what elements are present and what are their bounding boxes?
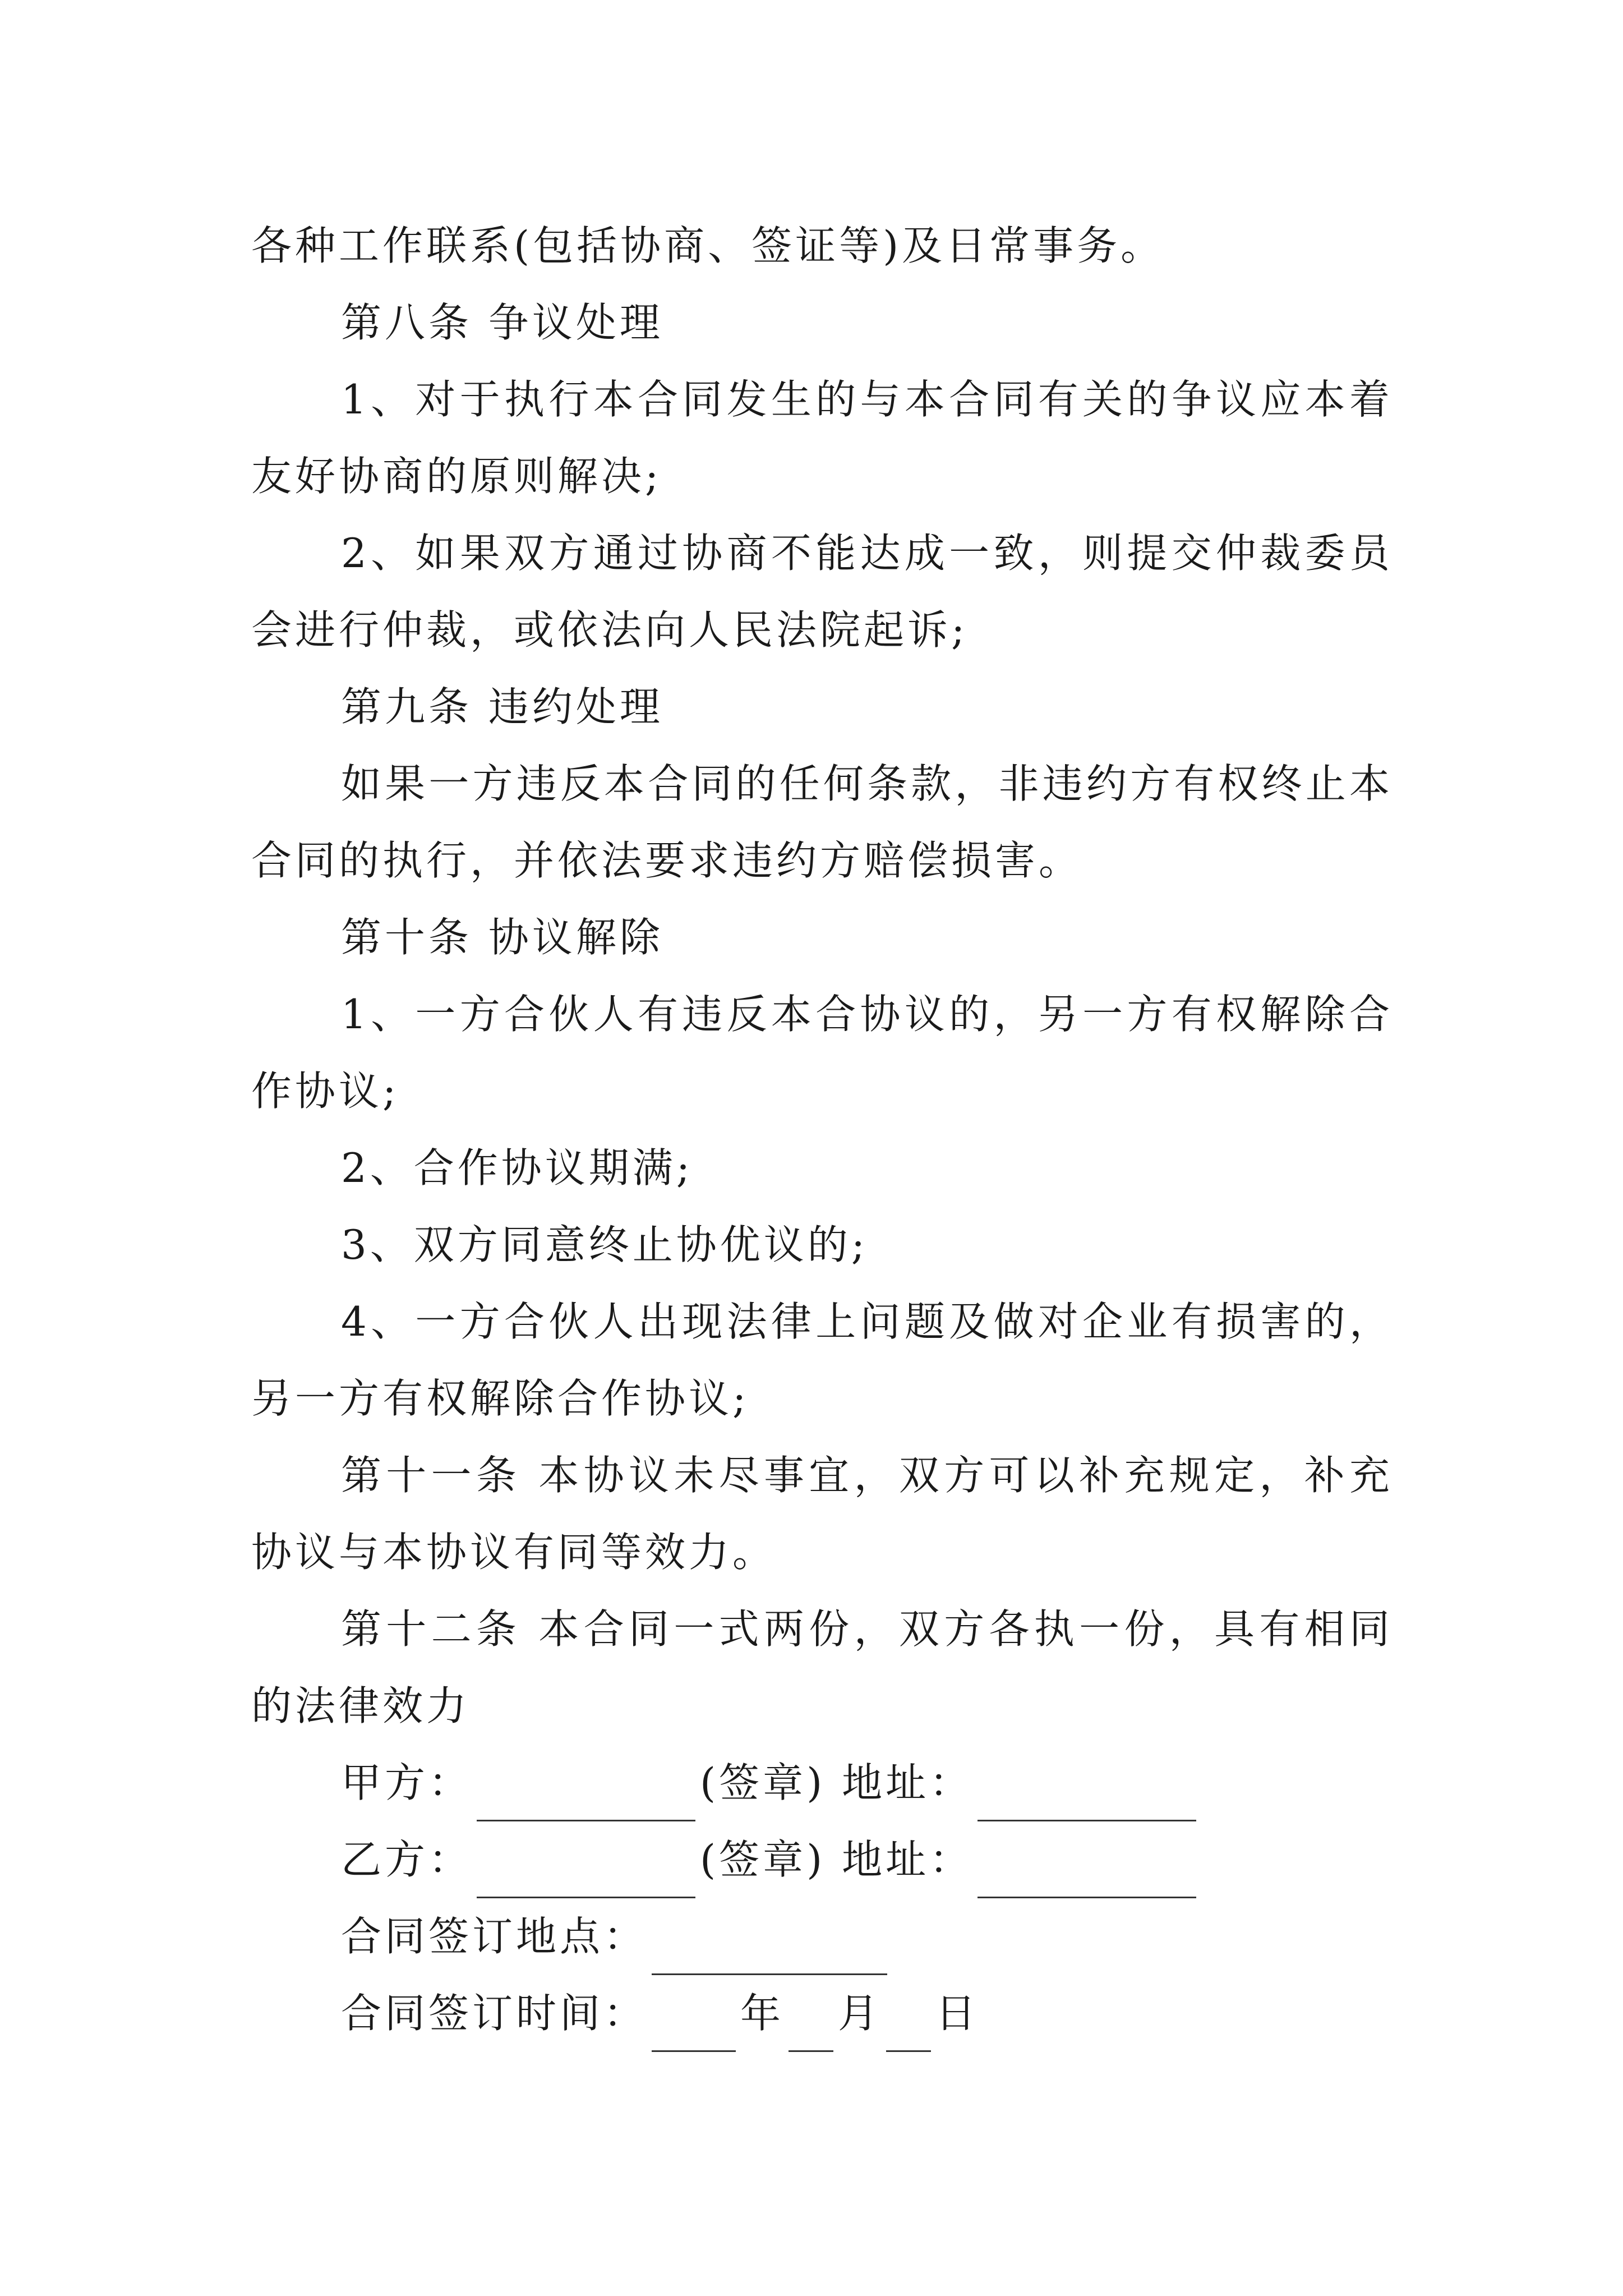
text-line: 作协议;: [251, 1068, 400, 1115]
party-b-address-blank: [978, 1851, 1196, 1898]
year-blank: [652, 2004, 736, 2052]
day-label: 日: [935, 1990, 980, 2037]
party-a-address-label: 地址：: [842, 1759, 974, 1806]
signing-time-line: [251, 1975, 1390, 2052]
document-page: [251, 208, 1390, 2052]
month-label: 月: [838, 1990, 882, 2037]
contract-body: [251, 208, 1390, 1745]
year-label: 年: [740, 1990, 785, 2037]
text-line: 第十一条 本协议未尽事宜，双方可以补充规定，补充: [341, 1452, 1390, 1499]
party-a-label: 甲方：: [341, 1759, 473, 1806]
text-line: 协议与本协议有同等效力。: [251, 1529, 777, 1576]
text-line: 的法律效力: [251, 1682, 471, 1729]
party-b-line: [251, 1821, 1390, 1898]
signing-place-label: 合同签订地点：: [341, 1913, 648, 1960]
text-line: 第八条 争议处理: [341, 299, 663, 346]
party-b-label: 乙方：: [341, 1836, 473, 1883]
month-blank: [789, 2004, 833, 2052]
party-a-blank: [477, 1774, 695, 1821]
text-line: 4、一方合伙人出现法律上问题及做对企业有损害的，: [341, 1298, 1390, 1345]
party-a-address-blank: [978, 1774, 1196, 1821]
text-line: 2、合作协议期满;: [341, 1144, 694, 1191]
text-line: 2、如果双方通过协商不能达成一致，则提交仲裁委员: [341, 530, 1390, 577]
text-line: 1、对于执行本合同发生的与本合同有关的争议应本着: [341, 376, 1390, 423]
party-a-seal-label: (签章): [700, 1759, 826, 1806]
signing-place-line: [251, 1898, 1390, 1975]
text-line: 第十条 协议解除: [341, 914, 663, 961]
text-line: 合同的执行，并依法要求违约方赔偿损害。: [251, 837, 1083, 884]
text-line: 会进行仲裁，或依法向人民法院起诉;: [251, 606, 969, 654]
text-line: 1、一方合伙人有违反本合协议的，另一方有权解除合: [341, 991, 1390, 1038]
text-line: 3、双方同意终止协优议的;: [341, 1221, 869, 1268]
day-blank: [886, 2004, 931, 2052]
text-line: 各种工作联系(包括协商、签证等)及日常事务。: [251, 222, 1165, 269]
party-b-address-label: 地址：: [842, 1836, 974, 1883]
text-line: 第十二条 本合同一式两份，双方各执一份，具有相同: [341, 1605, 1390, 1653]
party-b-seal-label: (签章): [700, 1836, 826, 1883]
text-line: 友好协商的原则解决;: [251, 453, 662, 500]
signing-place-blank: [652, 1927, 887, 1975]
party-b-blank: [477, 1851, 695, 1898]
text-line: 另一方有权解除合作协议;: [251, 1375, 750, 1422]
text-line: 第九条 违约处理: [341, 683, 663, 730]
text-line: 如果一方违反本合同的任何条款，非违约方有权终止本: [341, 760, 1390, 807]
signing-time-label: 合同签订时间：: [341, 1990, 648, 2037]
party-a-line: [251, 1745, 1390, 1821]
